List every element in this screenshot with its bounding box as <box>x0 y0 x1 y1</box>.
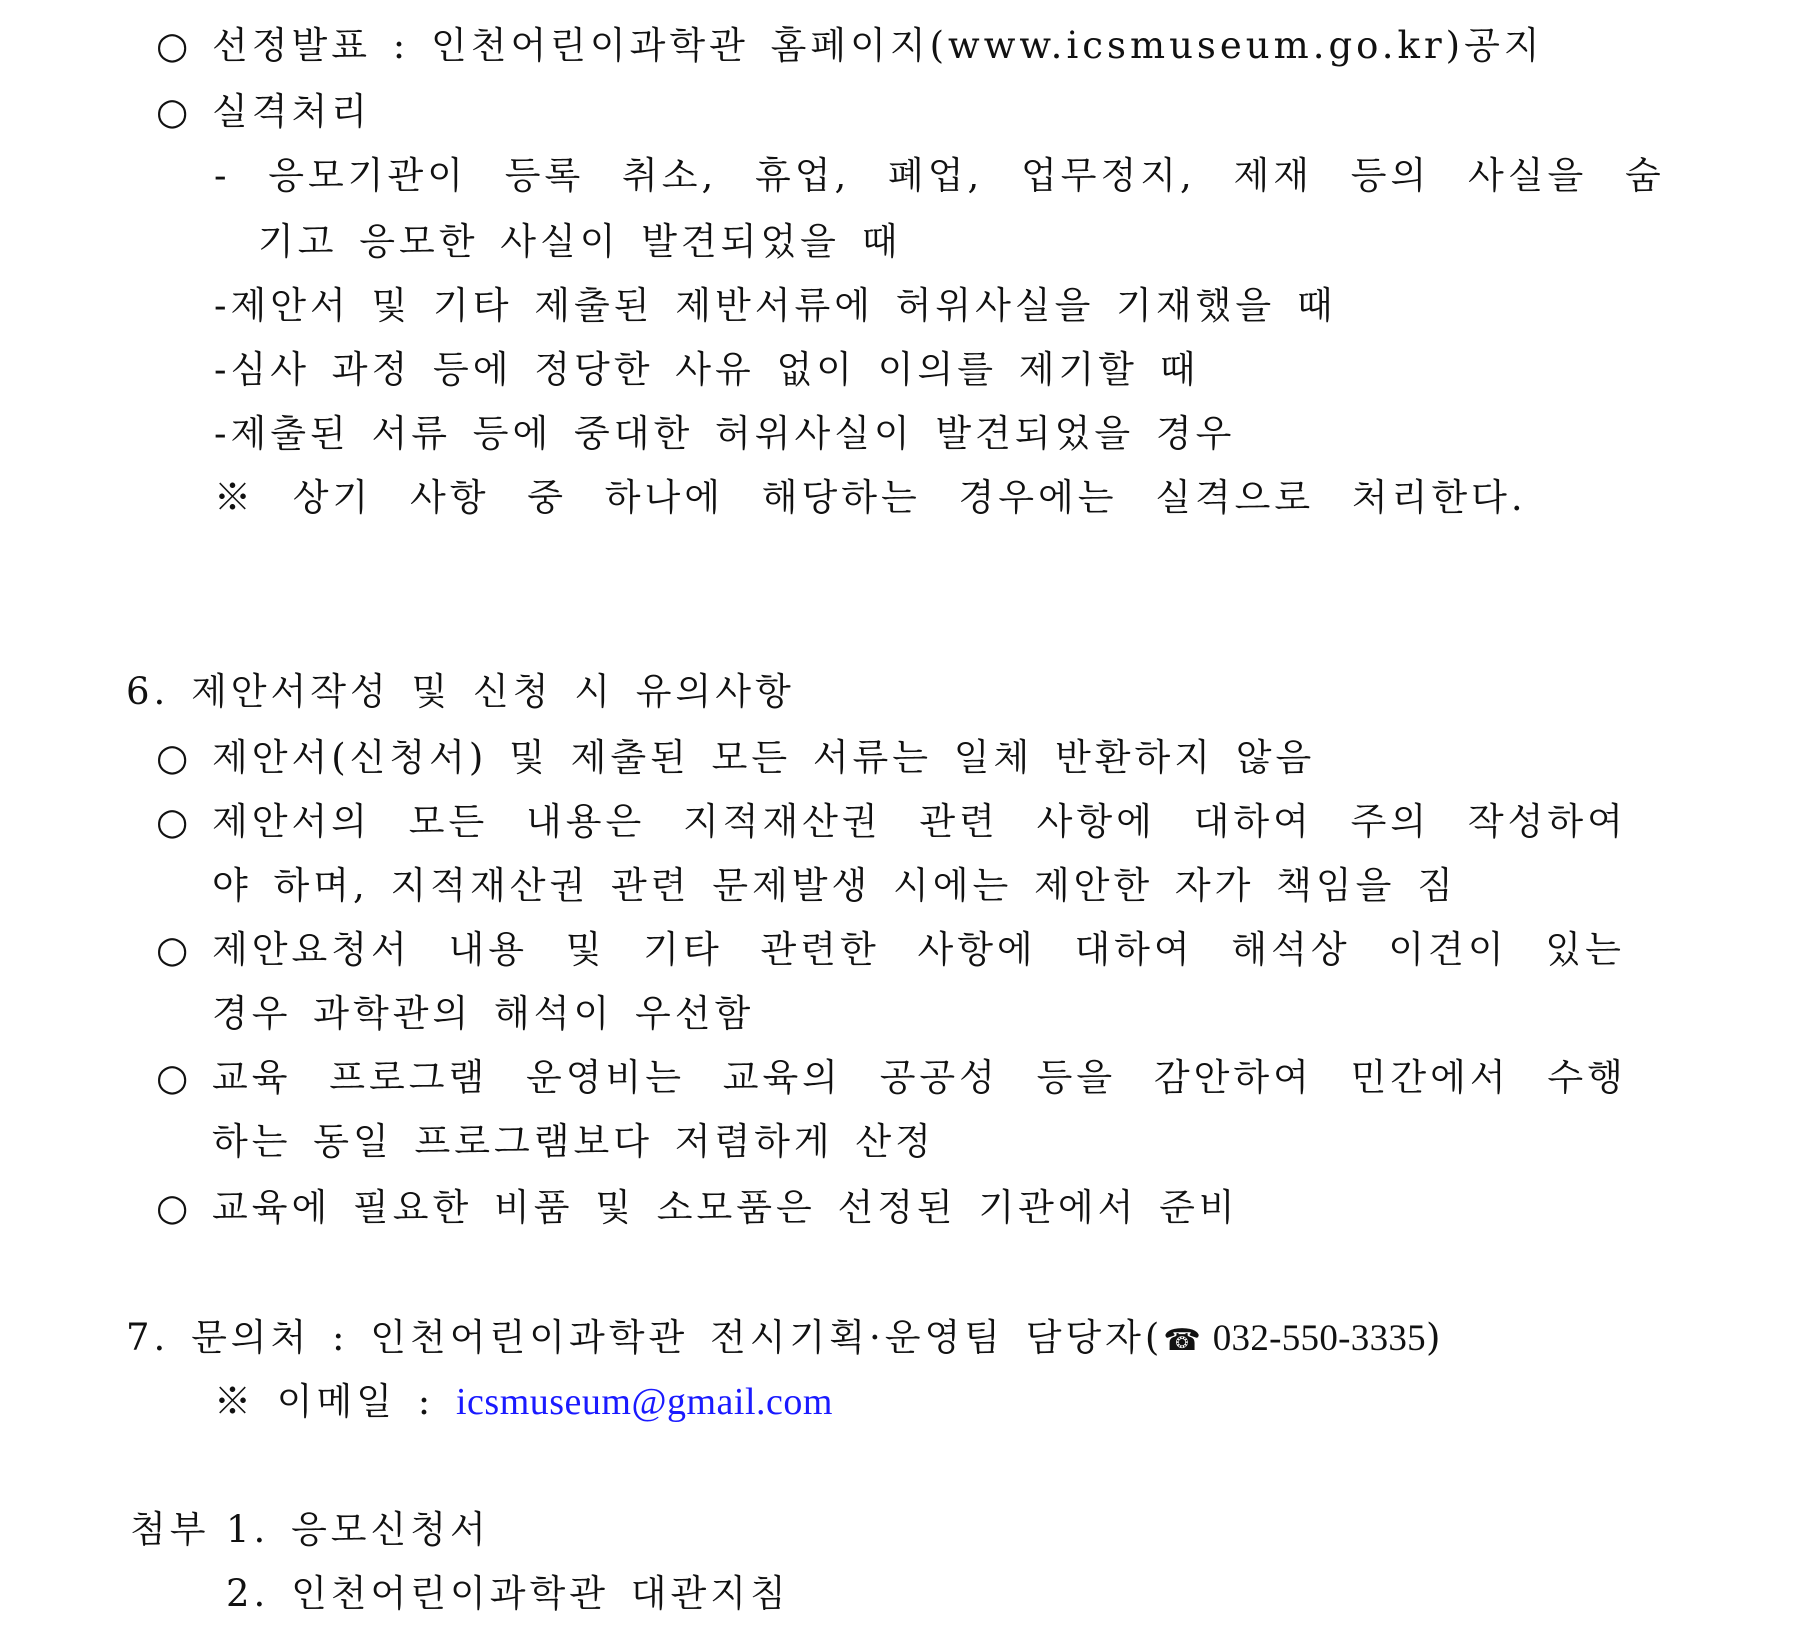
circle-bullet-icon: ○ <box>156 90 193 133</box>
attachment-label: 첨부 <box>130 1508 210 1551</box>
circle-bullet-icon: ○ <box>156 24 193 67</box>
section6-item-continued: 하는 동일 프로그램보다 저렴하게 산정 <box>212 1120 935 1163</box>
disqualification-item: -제출된 서류 등에 중대한 허위사실이 발견되었을 경우 <box>214 412 1236 455</box>
section6-item-text: 교육에 필요한 비품 및 소모품은 선정된 기관에서 준비 <box>212 1186 1239 1229</box>
section6-item-line <box>156 1054 1627 1102</box>
circle-bullet-icon: ○ <box>156 928 193 971</box>
disqualification-title-line <box>156 88 371 136</box>
section6-item-text: 제안서(신청서) 및 제출된 모든 서류는 일체 반환하지 않음 <box>212 736 1316 779</box>
section6-item-continued: 경우 과학관의 해석이 우선함 <box>212 992 755 1035</box>
section7-heading <box>126 1314 1444 1365</box>
disqualification-item-continued: 기고 응모한 사실이 발견되었을 때 <box>258 220 902 263</box>
section7-heading-prefix: 7. 문의처 : 인천어린이과학관 전시기획·운영팀 담당자( <box>126 1316 1164 1359</box>
section6-item-text: 교육 프로그램 운영비는 교육의 공공성 등을 감안하여 민간에서 수행 <box>212 1056 1627 1099</box>
section7-heading-suffix: ) <box>1425 1316 1445 1359</box>
disqualification-note: ※ 상기 사항 중 하나에 해당하는 경우에는 실격으로 처리한다. <box>214 476 1527 519</box>
disqualification-title: 실격처리 <box>212 90 371 133</box>
attachment-item: 2. 인천어린이과학관 대관지침 <box>226 1572 790 1615</box>
section6-item-line <box>156 734 1315 782</box>
email-link[interactable]: icsmuseum@gmail.com <box>455 1381 833 1423</box>
circle-bullet-icon: ○ <box>156 1056 193 1099</box>
section6-item-continued: 야 하며, 지적재산권 관련 문제발생 시에는 제안한 자가 책임을 짐 <box>212 864 1457 907</box>
section6-item-line <box>156 926 1625 974</box>
circle-bullet-icon: ○ <box>156 800 193 843</box>
contact-phone: 032-550-3335 <box>1212 1318 1426 1359</box>
circle-bullet-icon: ○ <box>156 1186 193 1229</box>
section6-item-text: 제안서의 모든 내용은 지적재산권 관련 사항에 대하여 주의 작성하여 <box>212 800 1627 843</box>
section6-item-line <box>156 798 1627 846</box>
phone-icon: ☎ <box>1163 1323 1201 1358</box>
attachment-item: 1. 응모신청서 <box>226 1508 490 1551</box>
disqualification-item: -심사 과정 등에 정당한 사유 없이 이의를 제기할 때 <box>214 348 1200 391</box>
circle-bullet-icon: ○ <box>156 736 193 779</box>
section6-item-text: 제안요청서 내용 및 기타 관련한 사항에 대하여 해석상 이견이 있는 <box>212 928 1625 971</box>
selection-announcement-text: 선정발표 : 인천어린이과학관 홈페이지(www.icsmuseum.go.kr)공지 <box>212 24 1544 67</box>
attachment-line <box>130 1506 490 1554</box>
disqualification-item: - 응모기관이 등록 취소, 휴업, 폐업, 업무정지, 제재 등의 사실을 숨 <box>214 154 1665 197</box>
email-line <box>214 1378 833 1426</box>
disqualification-item: -제안서 및 기타 제출된 제반서류에 허위사실을 기재했을 때 <box>214 284 1337 327</box>
section6-heading: 6. 제안서작성 및 신청 시 유의사항 <box>126 670 795 713</box>
selection-announcement-line <box>156 22 1544 70</box>
section6-item-line <box>156 1184 1239 1232</box>
email-label: ※ 이메일 : <box>214 1380 456 1423</box>
